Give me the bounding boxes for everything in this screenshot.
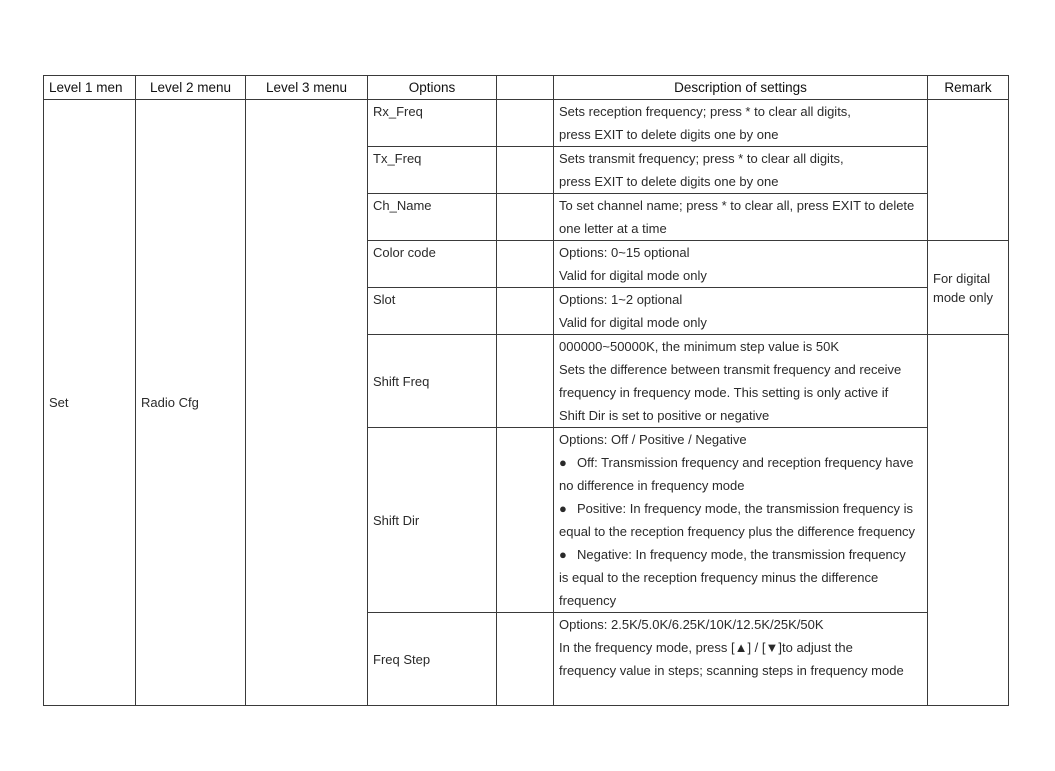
option-cell (368, 613, 497, 706)
blank-cell (497, 241, 554, 288)
option-label: Slot (373, 292, 396, 307)
description-line: frequency (559, 593, 617, 608)
option-label: Ch_Name (373, 198, 432, 213)
remark-line: For digital (933, 270, 991, 286)
description-line: ● Positive: In frequency mode, the transmission frequency is (559, 497, 927, 520)
description-line: Options: 1~2 optional (559, 292, 683, 307)
description-cell (554, 288, 928, 335)
description-cell (554, 100, 928, 147)
description-line: frequency in frequency mode. This setting is only active if (559, 385, 889, 400)
level2-cell: Radio Cfg (136, 100, 246, 706)
description-line: frequency value in steps; scanning steps in frequency mode (559, 663, 904, 678)
description-line: press EXIT to delete digits one by one (559, 127, 779, 142)
description-cell (554, 613, 928, 706)
header-remark: Remark (928, 76, 1009, 100)
option-label: Rx_Freq (373, 104, 423, 119)
description-line: press EXIT to delete digits one by one (559, 174, 779, 189)
header-blank (497, 76, 554, 100)
description-cell (554, 428, 928, 613)
header-level3: Level 3 menu (246, 76, 368, 100)
option-label: Shift Dir (373, 512, 420, 528)
description-line: Sets transmit frequency; press * to clear all digits, (559, 151, 844, 166)
option-label: Color code (373, 245, 436, 260)
description-line: is equal to the reception frequency minus the difference (559, 570, 879, 585)
option-cell (368, 288, 497, 335)
table-row (44, 100, 1009, 147)
option-cell (368, 147, 497, 194)
blank-cell (497, 335, 554, 428)
description-cell (554, 147, 928, 194)
remark-cell (928, 335, 1009, 706)
blank-cell (497, 428, 554, 613)
option-label: Tx_Freq (373, 151, 422, 166)
blank-cell (497, 613, 554, 706)
description-cell (554, 335, 928, 428)
header-level1: Level 1 men (44, 76, 136, 100)
remark-line: mode only (933, 289, 993, 305)
description-line: To set channel name; press * to clear all, press EXIT to delete (559, 198, 915, 213)
option-cell (368, 335, 497, 428)
description-line: equal to the reception frequency plus the difference frequency (559, 524, 916, 539)
description-line: Valid for digital mode only (559, 268, 707, 283)
option-label: Shift Freq (373, 373, 430, 389)
header-level2: Level 2 menu (136, 76, 246, 100)
description-line: ● Off: Transmission frequency and reception frequency have (559, 451, 927, 474)
description-line: Options: 2.5K/5.0K/6.25K/10K/12.5K/25K/50K (559, 617, 824, 632)
description-line: Options: Off / Positive / Negative (559, 432, 747, 447)
header-description: Description of settings (554, 76, 928, 100)
description-line: Shift Dir is set to positive or negative (559, 408, 770, 423)
description-line: 000000~50000K, the minimum step value is 50K (559, 339, 840, 354)
option-cell (368, 428, 497, 613)
description-cell (554, 194, 928, 241)
description-line: Sets reception frequency; press * to clear all digits, (559, 104, 851, 119)
remark-digital-cell (928, 241, 1009, 335)
description-line: one letter at a time (559, 221, 667, 236)
blank-cell (497, 147, 554, 194)
option-cell (368, 100, 497, 147)
menu-settings-table (43, 75, 1009, 706)
description-line: In the frequency mode, press [▲] / [▼]to adjust the (559, 640, 853, 655)
option-cell (368, 194, 497, 241)
option-cell (368, 241, 497, 288)
description-line: no difference in frequency mode (559, 478, 745, 493)
level3-cell (246, 100, 368, 706)
description-line: Valid for digital mode only (559, 315, 707, 330)
header-options: Options (368, 76, 497, 100)
description-cell (554, 241, 928, 288)
remark-cell (928, 100, 1009, 241)
header-row (44, 76, 1009, 100)
blank-cell (497, 100, 554, 147)
blank-cell (497, 288, 554, 335)
level1-cell: Set (44, 100, 136, 706)
blank-cell (497, 194, 554, 241)
option-label: Freq Step (373, 651, 431, 667)
description-line: ● Negative: In frequency mode, the transmission frequency (559, 543, 927, 566)
description-line: Sets the difference between transmit frequency and receive (559, 362, 902, 377)
description-line: Options: 0~15 optional (559, 245, 690, 260)
